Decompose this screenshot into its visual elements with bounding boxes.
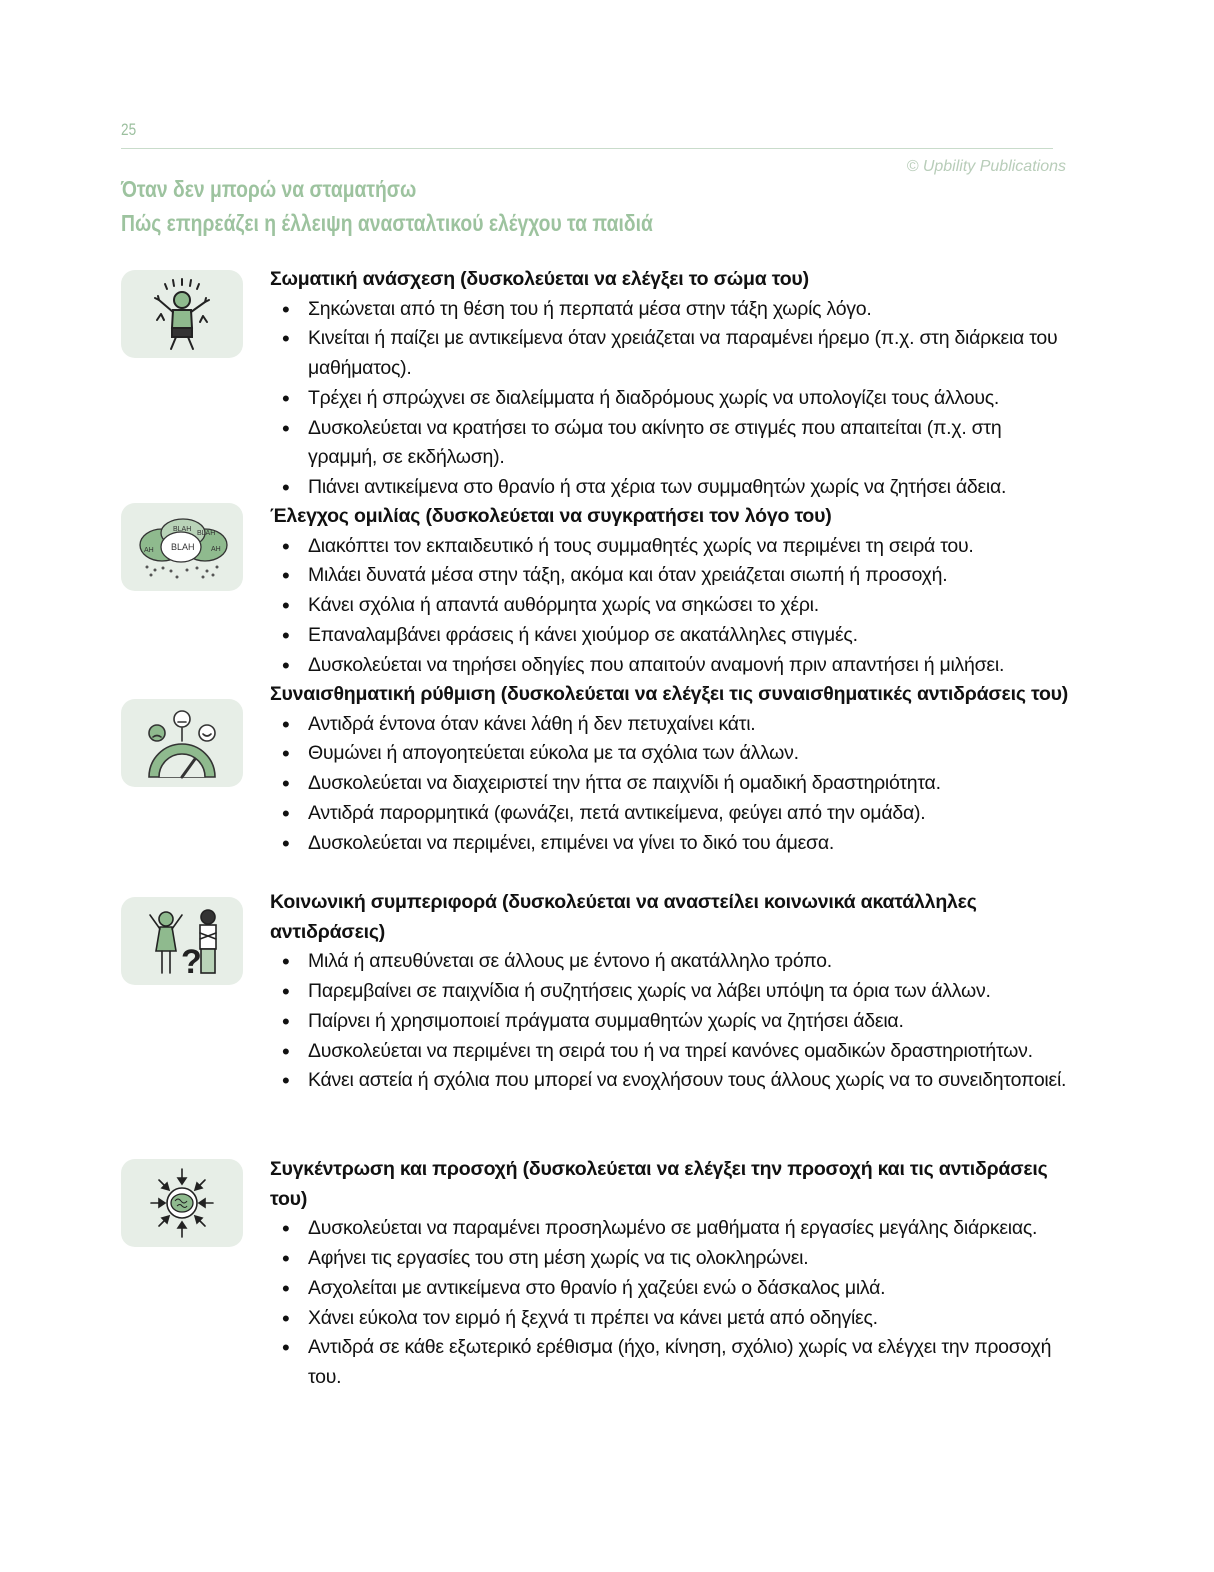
bullet-list [270,532,1070,681]
header-rule [121,148,1053,149]
list-item: • Μιλά ή απευθύνεται σε άλλους με έντονο ή ακατάλληλο τρόπο. [270,947,1070,977]
section-attention-focus [270,1155,1070,1393]
two-children-question-icon [121,897,243,985]
bullet-list [270,295,1070,503]
list-item: • Τρέχει ή σπρώχνει σε διαλείμματα ή διαδρόμους χωρίς να υπολογίζει τους άλλους. [270,384,1070,414]
icon-text-ah-left: AH [144,547,154,554]
icon-text-blah-center: BLAH [171,542,195,552]
list-item: • Κάνει αστεία ή σχόλια που μπορεί να ενοχλήσουν τους άλλους χωρίς να το συνειδητοποιεί. [270,1066,1070,1096]
copyright-notice: © Upbility Publications [906,158,1066,175]
list-item: • Ασχολείται με αντικείμενα στο θρανίο ή χαζεύει ενώ ο δάσκαλος μιλά. [270,1274,1070,1304]
list-item: • Δυσκολεύεται να περιμένει τη σειρά του ή να τηρεί κανόνες ομαδικών δραστηριοτήτων. [270,1037,1070,1067]
list-item: • Μιλάει δυνατά μέσα στην τάξη, ακόμα και όταν χρειάζεται σιωπή ή προσοχή. [270,561,1070,591]
svg-text:?: ? [181,943,202,981]
page-subtitle: Πώς επηρεάζει η έλλειψη ανασταλτικού ελέγχου τα παιδιά [121,210,653,236]
section-heading: Συγκέντρωση και προσοχή (δυσκολεύεται να ελέγξει την προσοχή και τις αντιδράσεις του) [270,1158,1048,1210]
list-item: • Σηκώνεται από τη θέση του ή περπατά μέσα στην τάξη χωρίς λόγο. [270,295,1070,325]
list-item: • Δυσκολεύεται να κρατήσει το σώμα του ακίνητο σε στιγμές που απαιτείται (π.χ. στη γραμμή, σε εκδήλωση). [270,414,1070,473]
section-heading: Κοινωνική συμπεριφορά (δυσκολεύεται να αναστείλει κοινωνικά ακατάλληλες αντιδράσεις) [270,891,977,943]
list-item: • Δυσκολεύεται να παραμένει προσηλωμένο σε μαθήματα ή εργασίες μεγάλης διάρκειας. [270,1214,1070,1244]
list-item: • Διακόπτει τον εκπαιδευτικό ή τους συμμαθητές χωρίς να περιμένει τη σειρά του. [270,532,1070,562]
icon-text-blah-right: BLAH [197,530,216,537]
list-item: • Δυσκολεύεται να τηρήσει οδηγίες που απαιτούν αναμονή πριν απαντήσει ή μιλήσει. [270,651,1070,681]
page-number: 25 [121,120,137,139]
list-item: • Αντιδρά έντονα όταν κάνει λάθη ή δεν πετυχαίνει κάτι. [270,710,1070,740]
icon-text-blah-top: BLAH [173,526,192,533]
list-item: • Παίρνει ή χρησιμοποιεί πράγματα συμμαθητών χωρίς να ζητήσει άδεια. [270,1007,1070,1037]
list-item: • Κινείται ή παίζει με αντικείμενα όταν χρειάζεται να παραμένει ήρεμο (π.χ. στη διάρκεια του μαθήματος). [270,324,1070,383]
list-item: • Αντιδρά παρορμητικά (φωνάζει, πετά αντικείμενα, φεύγει από την ομάδα). [270,799,1070,829]
list-item: • Αφήνει τις εργασίες του στη μέση χωρίς να τις ολοκληρώνει. [270,1244,1070,1274]
blah-speech-icon [121,503,243,591]
list-item: • Δυσκολεύεται να περιμένει, επιμένει να γίνει το δικό του άμεσα. [270,829,1070,859]
list-item: • Αντιδρά σε κάθε εξωτερικό ερέθισμα (ήχο, κίνηση, σχόλιο) χωρίς να ελέγχει την προσοχή του. [270,1333,1070,1392]
bullet-list [270,1214,1070,1392]
list-item: • Πιάνει αντικείμενα στο θρανίο ή στα χέρια των συμμαθητών χωρίς να ζητήσει άδεια. [270,473,1070,503]
section-heading: Έλεγχος ομιλίας (δυσκολεύεται να συγκρατήσει τον λόγο του) [270,505,832,527]
list-item: • Θυμώνει ή απογοητεύεται εύκολα με τα σχόλια των άλλων. [270,739,1070,769]
section-physical-inhibition [270,265,1070,503]
page-title: Όταν δεν μπορώ να σταματήσω [121,176,417,202]
list-item: • Παρεμβαίνει σε παιχνίδια ή συζητήσεις χωρίς να λάβει υπόψη τα όρια των άλλων. [270,977,1070,1007]
icon-text-ah-right: AH [211,546,221,553]
brain-focus-icon [121,1159,243,1247]
emotion-gauge-icon [121,699,243,787]
section-emotional-regulation [270,680,1070,858]
section-speech-control [270,502,1070,680]
section-heading: Σωματική ανάσχεση (δυσκολεύεται να ελέγξει το σώμα του) [270,268,809,290]
list-item: • Κάνει σχόλια ή απαντά αυθόρμητα χωρίς να σηκώσει το χέρι. [270,591,1070,621]
section-social-behavior [270,888,1070,1096]
list-item: • Δυσκολεύεται να διαχειριστεί την ήττα σε παιχνίδι ή ομαδική δραστηριότητα. [270,769,1070,799]
list-item: • Επαναλαμβάνει φράσεις ή κάνει χιούμορ σε ακατάλληλες στιγμές. [270,621,1070,651]
bullet-list [270,947,1070,1096]
jumping-child-icon [121,270,243,358]
section-heading: Συναισθηματική ρύθμιση (δυσκολεύεται να ελέγξει τις συναισθηματικές αντιδράσεις του) [270,683,1069,705]
list-item: • Χάνει εύκολα τον ειρμό ή ξεχνά τι πρέπει να κάνει μετά από οδηγίες. [270,1304,1070,1334]
bullet-list [270,710,1070,859]
